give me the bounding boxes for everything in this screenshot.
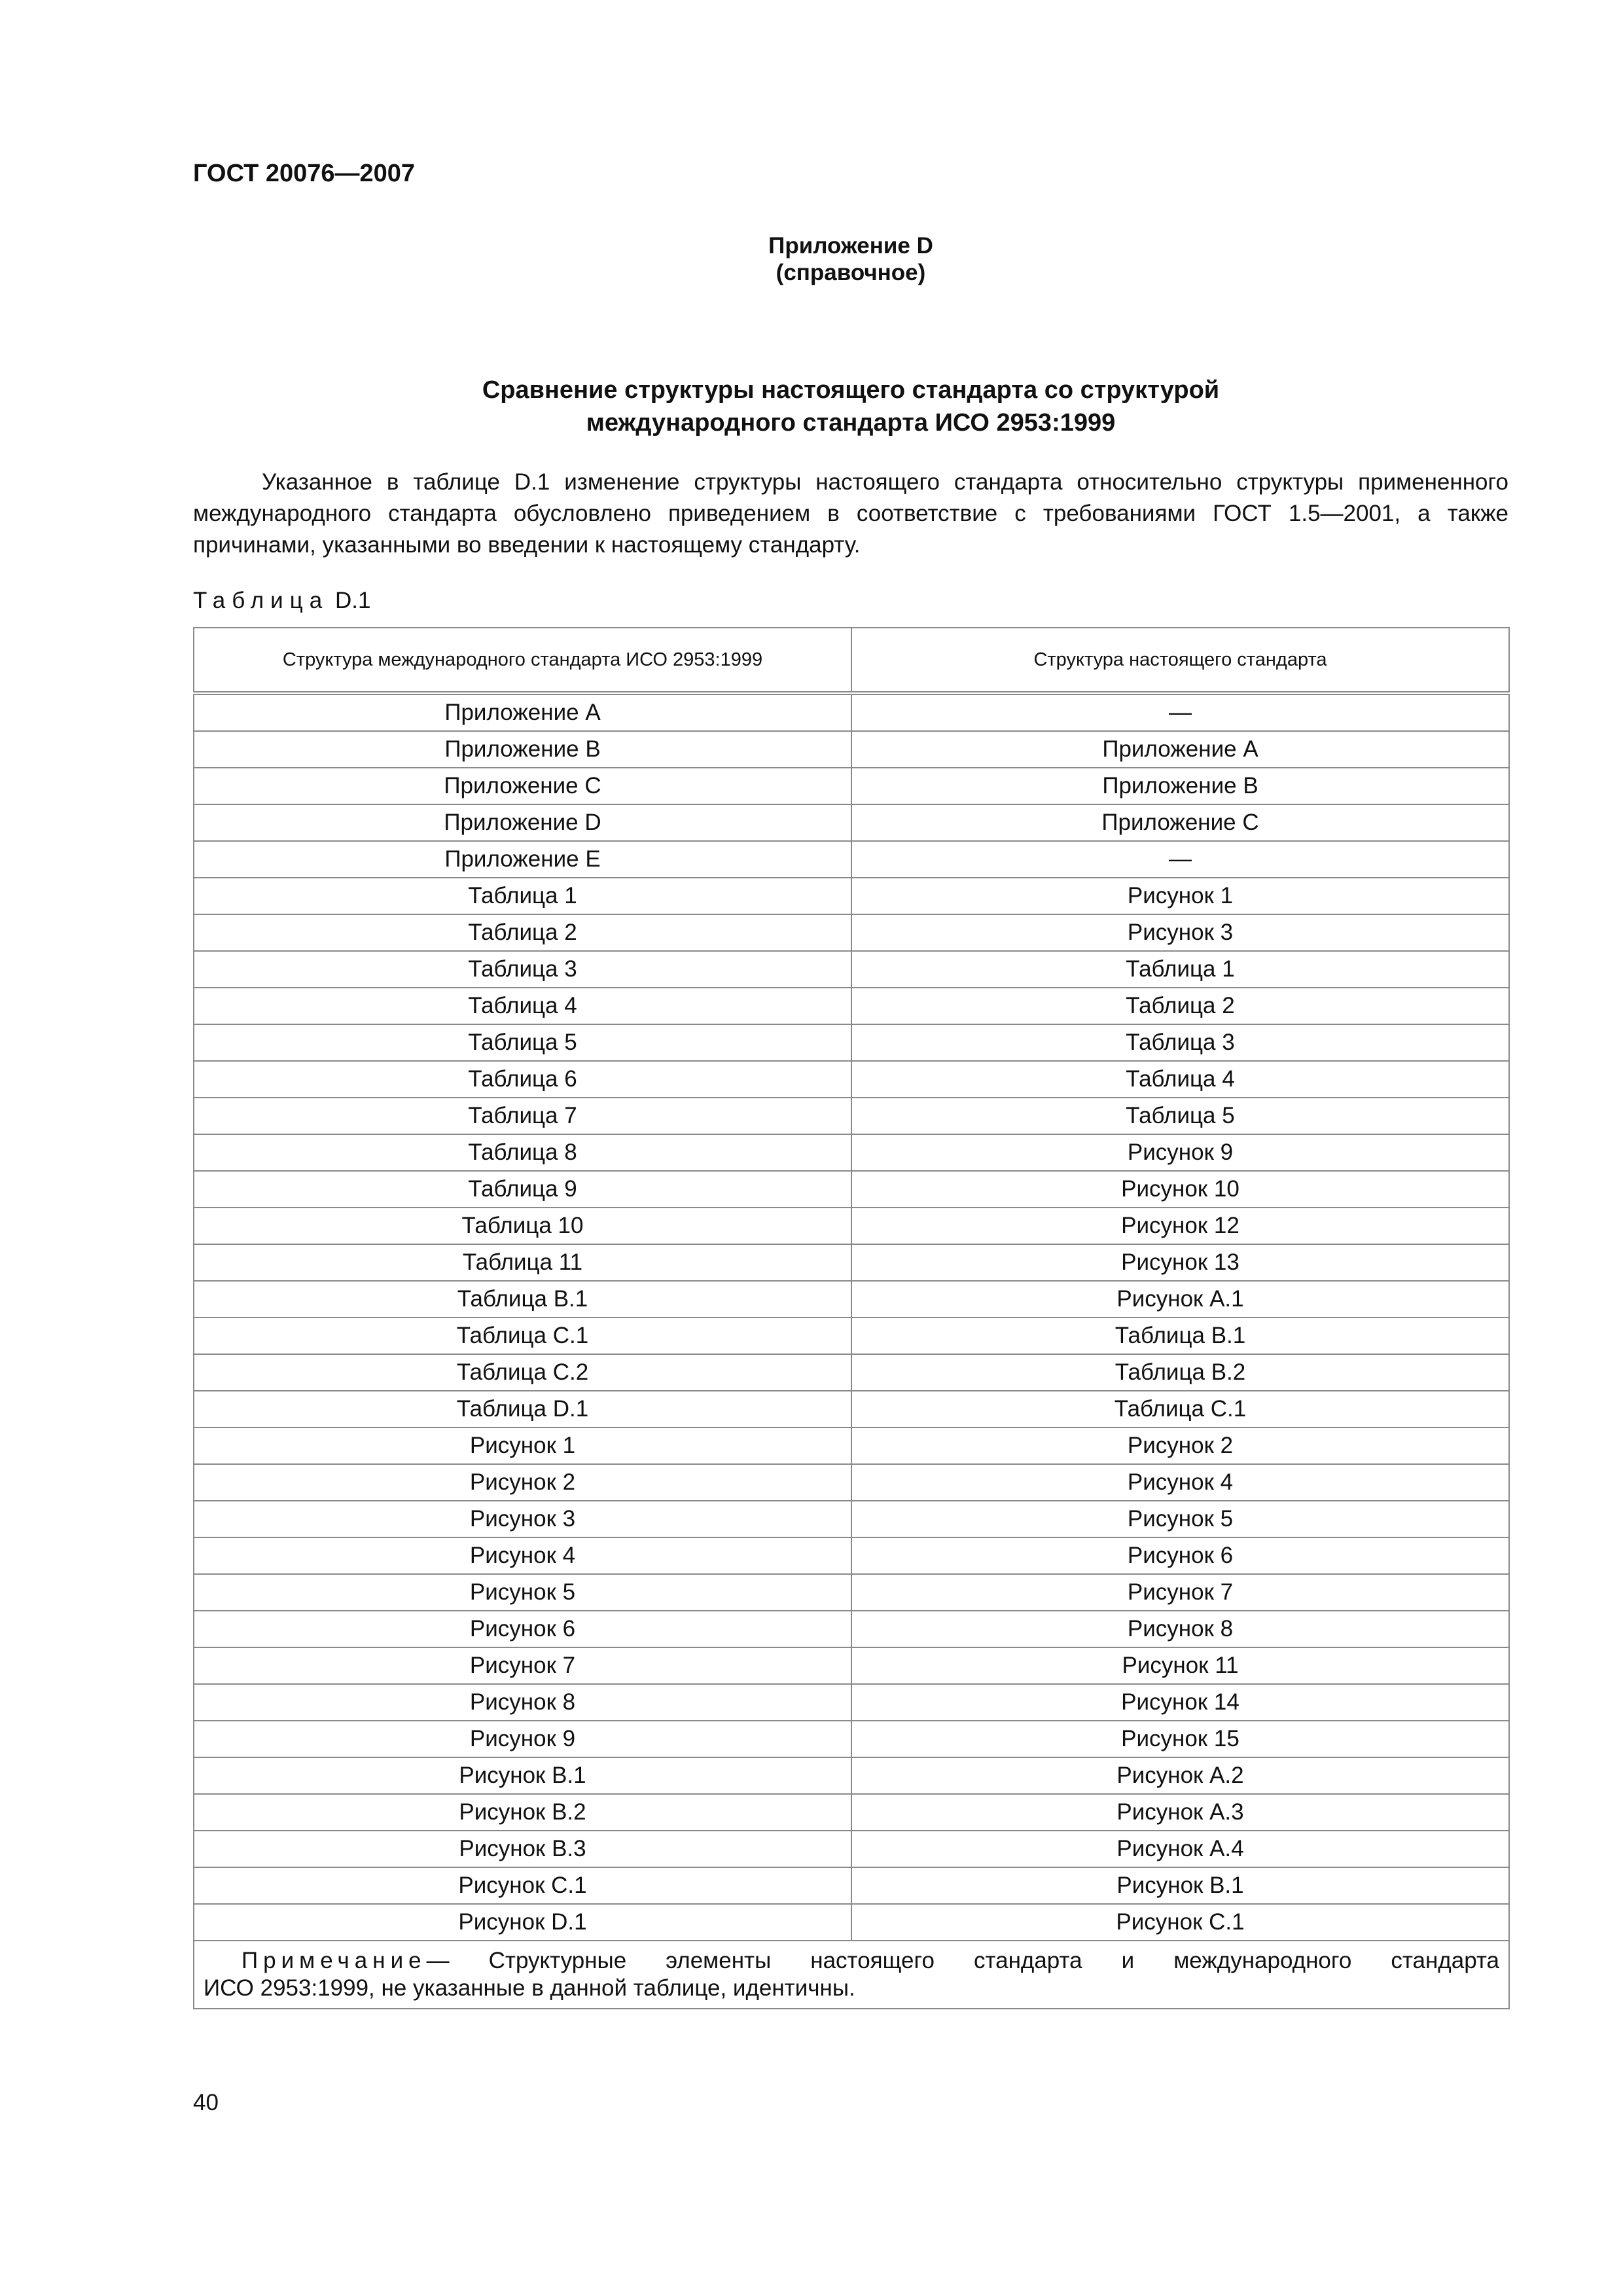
table-row	[194, 1611, 1509, 1647]
current-structure-cell: Рисунок 2	[851, 1427, 1509, 1464]
iso-structure-cell: Таблица 3	[194, 951, 851, 988]
table-row	[194, 1721, 1509, 1757]
table-row	[194, 1427, 1509, 1464]
current-structure-cell: Рисунок A.1	[851, 1281, 1509, 1318]
iso-structure-cell: Рисунок 1	[194, 1427, 851, 1464]
iso-structure-cell: Таблица 9	[194, 1171, 851, 1208]
iso-structure-cell: Рисунок 9	[194, 1721, 851, 1757]
current-structure-cell: Таблица 2	[851, 988, 1509, 1024]
iso-structure-cell: Приложение B	[194, 731, 851, 768]
table-row	[194, 1501, 1509, 1537]
table-row	[194, 1024, 1509, 1061]
iso-structure-cell: Таблица 1	[194, 878, 851, 914]
column-header-iso-structure: Структура международного стандарта ИСО 2953:1999	[194, 628, 851, 693]
iso-structure-cell: Таблица B.1	[194, 1281, 851, 1318]
intro-paragraph: Указанное в таблице D.1 изменение структуры настоящего стандарта относительно структуры примененного международного стандарта обусловлено приведением в соответствие с требованиями ГОСТ 1.5—2001, а также причинами, указанными во введении к настоящему стандарту.	[193, 469, 1508, 558]
table-caption	[193, 588, 370, 614]
current-structure-cell: Рисунок 9	[851, 1134, 1509, 1171]
current-structure-cell: Таблица C.1	[851, 1391, 1509, 1427]
table-row	[194, 1574, 1509, 1611]
table-row	[194, 1281, 1509, 1318]
iso-structure-cell: Рисунок B.2	[194, 1794, 851, 1831]
current-structure-cell: Таблица 3	[851, 1024, 1509, 1061]
table-row	[194, 1318, 1509, 1354]
current-structure-cell: Рисунок B.1	[851, 1867, 1509, 1904]
iso-structure-cell: Приложение D	[194, 804, 851, 841]
table-row	[194, 1464, 1509, 1501]
table-row	[194, 841, 1509, 878]
table-row	[194, 914, 1509, 951]
table-row	[194, 1684, 1509, 1721]
current-structure-cell: Таблица B.1	[851, 1318, 1509, 1354]
current-structure-cell: Рисунок C.1	[851, 1904, 1509, 1941]
iso-structure-cell: Приложение C	[194, 768, 851, 804]
current-structure-cell: Рисунок A.3	[851, 1794, 1509, 1831]
table-note-label: Примечание	[241, 1948, 427, 1973]
current-structure-cell: Рисунок 5	[851, 1501, 1509, 1537]
current-structure-cell: Рисунок 10	[851, 1171, 1509, 1208]
current-structure-cell: Таблица 4	[851, 1061, 1509, 1098]
table-row	[194, 1208, 1509, 1244]
annex-kind: (справочное)	[776, 260, 926, 285]
table-row	[194, 1647, 1509, 1684]
current-structure-cell: Рисунок 14	[851, 1684, 1509, 1721]
iso-structure-cell: Приложение A	[194, 693, 851, 731]
table-row	[194, 731, 1509, 768]
section-heading-line-2: международного стандарта ИСО 2953:1999	[586, 409, 1116, 437]
structure-comparison-table	[193, 627, 1510, 2009]
current-structure-cell: Рисунок 15	[851, 1721, 1509, 1757]
page-number: 40	[193, 2090, 219, 2115]
table-header-row	[194, 628, 1509, 693]
iso-structure-cell: Рисунок D.1	[194, 1904, 851, 1941]
current-structure-cell: Рисунок 4	[851, 1464, 1509, 1501]
current-structure-cell: Таблица 1	[851, 951, 1509, 988]
iso-structure-cell: Таблица 7	[194, 1098, 851, 1134]
current-structure-cell: Таблица B.2	[851, 1354, 1509, 1391]
table-row	[194, 1831, 1509, 1867]
table-note-row	[194, 1941, 1509, 2009]
annex-name: Приложение D	[768, 233, 933, 259]
iso-structure-cell: Рисунок 8	[194, 1684, 851, 1721]
iso-structure-cell: Таблица C.2	[194, 1354, 851, 1391]
table-row	[194, 951, 1509, 988]
current-structure-cell: —	[851, 693, 1509, 731]
table-row	[194, 1244, 1509, 1281]
iso-structure-cell: Рисунок C.1	[194, 1867, 851, 1904]
table-row	[194, 878, 1509, 914]
table-row	[194, 1904, 1509, 1941]
table-row	[194, 693, 1509, 731]
current-structure-cell: Рисунок 8	[851, 1611, 1509, 1647]
iso-structure-cell: Рисунок B.1	[194, 1757, 851, 1794]
iso-structure-cell: Рисунок 5	[194, 1574, 851, 1611]
current-structure-cell: Рисунок 11	[851, 1647, 1509, 1684]
current-structure-cell: Рисунок A.4	[851, 1831, 1509, 1867]
table-caption-label: Таблица	[193, 588, 329, 613]
current-structure-cell: Рисунок A.2	[851, 1757, 1509, 1794]
iso-structure-cell: Таблица 4	[194, 988, 851, 1024]
iso-structure-cell: Таблица 5	[194, 1024, 851, 1061]
table-row	[194, 1134, 1509, 1171]
table-row	[194, 1537, 1509, 1574]
table-row	[194, 1757, 1509, 1794]
table-row	[194, 1061, 1509, 1098]
table-row	[194, 1867, 1509, 1904]
iso-structure-cell: Таблица 11	[194, 1244, 851, 1281]
iso-structure-cell: Приложение E	[194, 841, 851, 878]
column-header-current-structure: Структура настоящего стандарта	[851, 628, 1509, 693]
iso-structure-cell: Рисунок 4	[194, 1537, 851, 1574]
iso-structure-cell: Таблица 2	[194, 914, 851, 951]
iso-structure-cell: Рисунок 3	[194, 1501, 851, 1537]
current-structure-cell: Рисунок 7	[851, 1574, 1509, 1611]
table-row	[194, 1391, 1509, 1427]
table-row	[194, 804, 1509, 841]
iso-structure-cell: Таблица C.1	[194, 1318, 851, 1354]
current-structure-cell: Рисунок 12	[851, 1208, 1509, 1244]
table-note-text-1: — Структурные элементы настоящего стандарта и международного стандарта	[426, 1948, 1499, 1973]
iso-structure-cell: Рисунок 2	[194, 1464, 851, 1501]
table-row	[194, 1098, 1509, 1134]
current-structure-cell: Рисунок 6	[851, 1537, 1509, 1574]
table-note-text-2: ИСО 2953:1999, не указанные в данной таблице, идентичны.	[204, 1975, 855, 2001]
section-heading-line-1: Сравнение структуры настоящего стандарта со структурой	[482, 376, 1220, 404]
iso-structure-cell: Рисунок B.3	[194, 1831, 851, 1867]
iso-structure-cell: Таблица 8	[194, 1134, 851, 1171]
table-caption-number: D.1	[334, 588, 371, 613]
table-note	[194, 1941, 1509, 2009]
iso-structure-cell: Таблица D.1	[194, 1391, 851, 1427]
table-body	[194, 693, 1509, 1941]
current-structure-cell: Рисунок 1	[851, 878, 1509, 914]
iso-structure-cell: Рисунок 7	[194, 1647, 851, 1684]
table-row	[194, 1171, 1509, 1208]
iso-structure-cell: Таблица 10	[194, 1208, 851, 1244]
table-note-line-1	[204, 1947, 1499, 1975]
current-structure-cell: Рисунок 3	[851, 914, 1509, 951]
table-row	[194, 768, 1509, 804]
document-code: ГОСТ 20076—2007	[193, 160, 416, 187]
iso-structure-cell: Таблица 6	[194, 1061, 851, 1098]
current-structure-cell: Приложение B	[851, 768, 1509, 804]
current-structure-cell: Таблица 5	[851, 1098, 1509, 1134]
table-row	[194, 1354, 1509, 1391]
current-structure-cell: Приложение C	[851, 804, 1509, 841]
current-structure-cell: Приложение A	[851, 731, 1509, 768]
table-row	[194, 988, 1509, 1024]
current-structure-cell: —	[851, 841, 1509, 878]
table-row	[194, 1794, 1509, 1831]
iso-structure-cell: Рисунок 6	[194, 1611, 851, 1647]
current-structure-cell: Рисунок 13	[851, 1244, 1509, 1281]
